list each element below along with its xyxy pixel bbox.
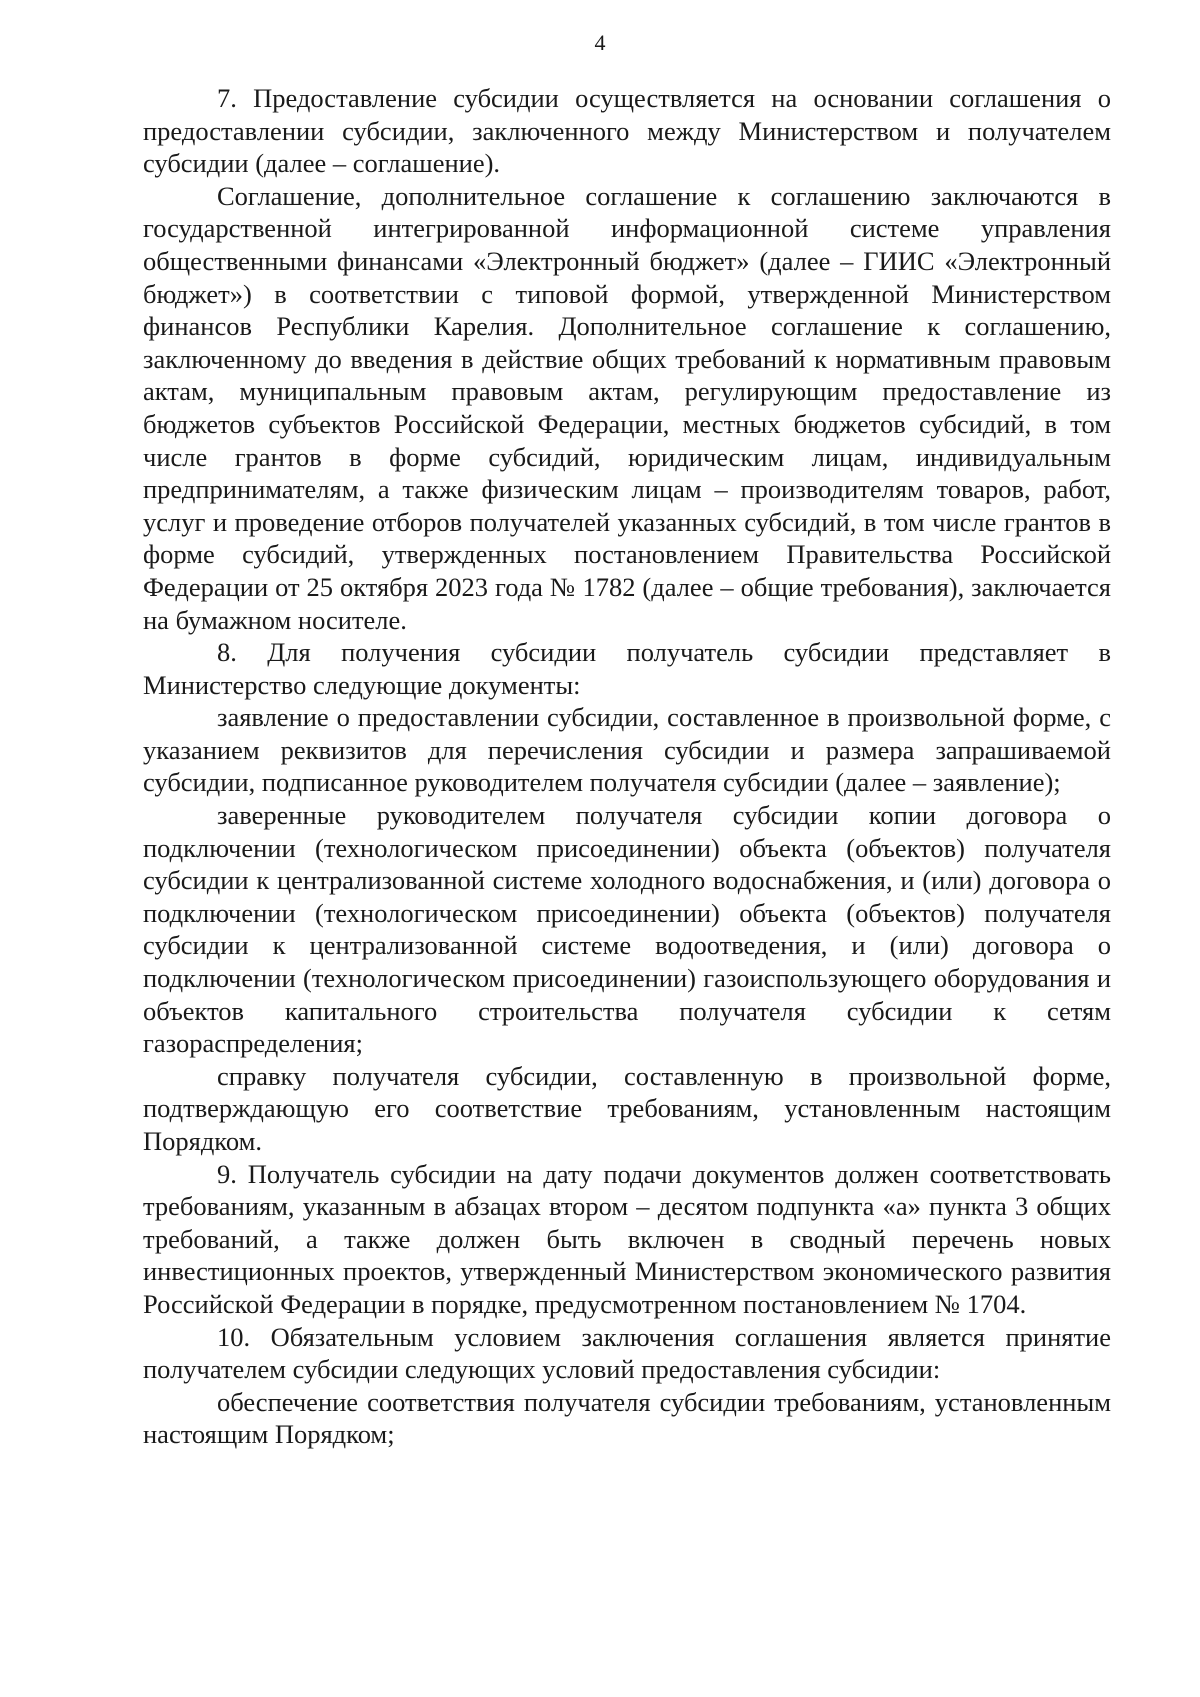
paragraph-10: 10. Обязательным условием заключения соглашения является принятие получателем субсидии следующих условий предоставления субсидии:: [143, 1321, 1111, 1385]
paragraph-certificate: справку получателя субсидии, составленную в произвольной форме, подтверждающую его соответствие требованиям, установленным настоящим Порядком.: [143, 1060, 1111, 1156]
paragraph-contract-copies: заверенные руководителем получателя субсидии копии договора о подключении (технологическом присоединении) объекта (объектов) получателя субсидии к централизованной системе холодного водоснабжения, и (или) договора о подключении (технологическом присоединении) объекта (объектов) получателя субсидии к централизованной системе водоотведения, и (или) договора о подключении (технологическом присоединении) газоиспользующего оборудования и объектов капитального строительства получателя субсидии к сетям газораспределения;: [143, 800, 1111, 1059]
paragraph-agreement-system: Соглашение, дополнительное соглашение к соглашению заключаются в государственной интегрированной информационной системе управления общественными финансами «Электронный бюджет» (далее – ГИИС «Электронный бюджет») в соответствии с типовой формой, утвержденной Министерством финансов Республики Карелия. Дополнительное соглашение к соглашению, заключенному до введения в действие общих требований к нормативным правовым актам, муниципальным правовым актам, регулирующим предоставление из бюджетов субъектов Российской Федерации, местных бюджетов субсидий, в том числе грантов в форме субсидий, юридическим лицам, индивидуальным предпринимателям, а также физическим лицам – производителям товаров, работ, услуг и проведение отборов получателей указанных субсидий, в том числе грантов в форме субсидий, утвержденных постановлением Правительства Российской Федерации от 25 октября 2023 года № 1782 (далее – общие требования), заключается на бумажном носителе.: [143, 180, 1111, 635]
paragraph-9: 9. Получатель субсидии на дату подачи документов должен соответствовать требованиям, указанным в абзацах втором – десятом подпункта «а» пункта 3 общих требований, а также должен быть включен в сводный перечень новых инвестиционных проектов, утвержденный Министерством экономического развития Российской Федерации в порядке, предусмотренном постановлением № 1704.: [143, 1158, 1111, 1319]
paragraph-8: 8. Для получения субсидии получатель субсидии представляет в Министерство следующие документы:: [143, 637, 1111, 700]
paragraph-application: заявление о предоставлении субсидии, составленное в произвольной форме, с указанием реквизитов для перечисления субсидии и размера запрашиваемой субсидии, подписанное руководителем получателя субсидии (далее – заявление);: [143, 702, 1111, 798]
page-number: 4: [594, 30, 606, 55]
paragraph-compliance: обеспечение соответствия получателя субсидии требованиям, установленным настоящим Порядком;: [143, 1386, 1111, 1450]
paragraph-7: 7. Предоставление субсидии осуществляется на основании соглашения о предоставлении субсидии, заключенного между Министерством и получателем субсидии (далее – соглашение).: [143, 83, 1111, 179]
document-body: [143, 82, 1111, 1451]
